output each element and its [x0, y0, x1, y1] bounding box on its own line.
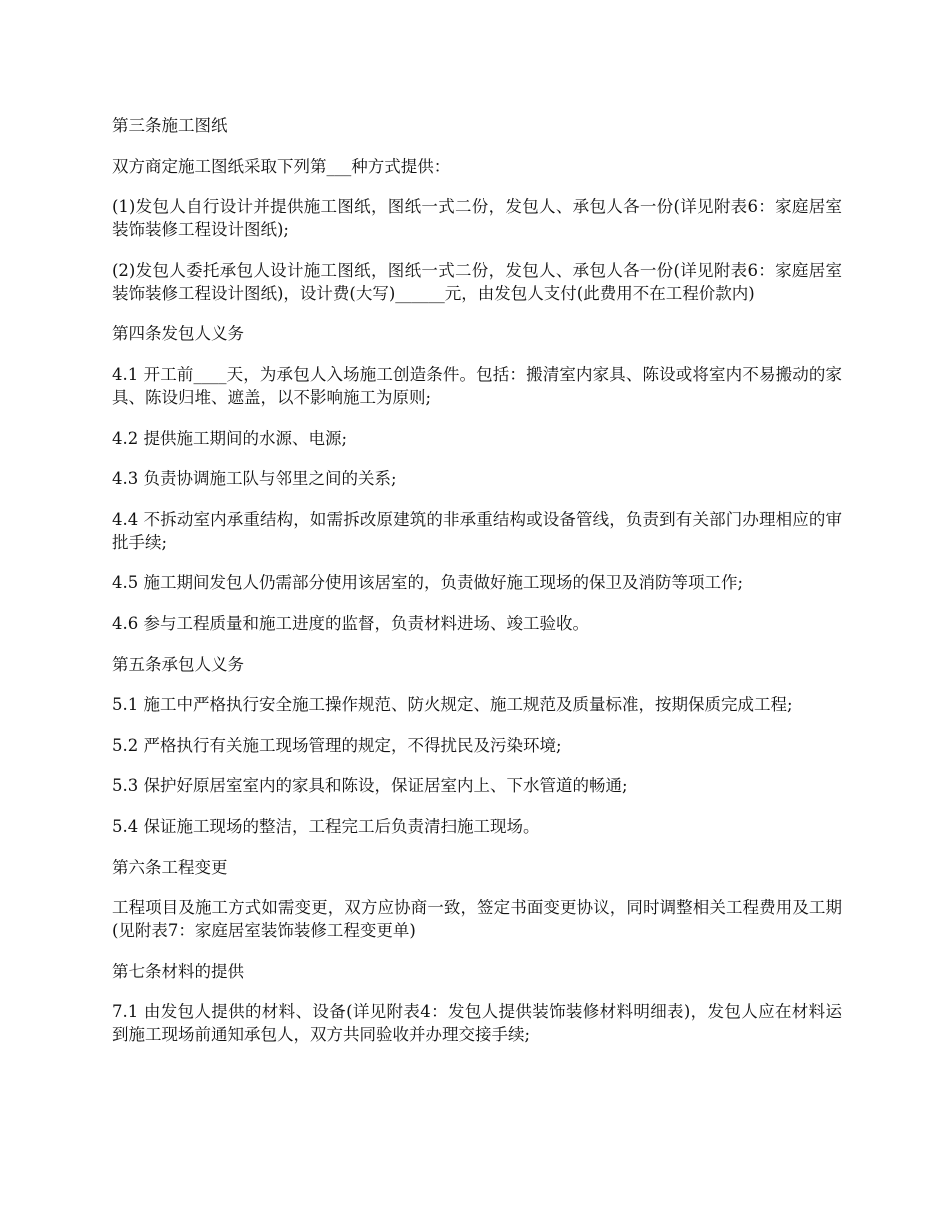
drawing-method-paragraph: 双方商定施工图纸采取下列第___种方式提供： [112, 156, 451, 176]
clause-7-1: 7.1 由发包人提供的材料、设备(详见附表4：发包人提供装饰装修材料明细表)，发包人应在材料运到施工现场前通知承包人，双方共同验收并办理交接手续; [112, 1002, 842, 1045]
clause-5-3: 5.3 保护好原居室室内的家具和陈设，保证居室内上、下水管道的畅通; [112, 776, 628, 796]
clause-4-4: 4.4 不拆动室内承重结构，如需拆改原建筑的非承重结构或设备管线，负责到有关部门办理相应的审批手续; [112, 509, 842, 552]
change-paragraph: 工程项目及施工方式如需变更，双方应协商一致，签定书面变更协议，同时调整相关工程费用及工期(见附表7：家庭居室装饰装修工程变更单) [112, 898, 842, 941]
article-4-heading: 第四条发包人义务 [112, 324, 244, 344]
article-7-heading: 第七条材料的提供 [112, 961, 244, 981]
drawing-option-1-paragraph: (1)发包人自行设计并提供施工图纸，图纸一式二份，发包人、承包人各一份(详见附表6：家庭居室装饰装修工程设计图纸); [112, 197, 842, 240]
clause-4-2: 4.2 提供施工期间的水源、电源; [112, 428, 348, 448]
clause-4-5: 4.5 施工期间发包人仍需部分使用该居室的，负责做好施工现场的保卫及消防等项工作; [112, 573, 744, 593]
article-5-heading: 第五条承包人义务 [112, 654, 244, 674]
clause-5-2: 5.2 严格执行有关施工现场管理的规定，不得扰民及污染环境; [112, 735, 562, 755]
clause-5-1: 5.1 施工中严格执行安全施工操作规范、防火规定、施工规范及质量标准，按期保质完成工程; [112, 695, 793, 715]
article-6-heading: 第六条工程变更 [112, 857, 228, 877]
document-body [112, 114, 842, 1064]
article-3-heading: 第三条施工图纸 [112, 116, 228, 135]
clause-4-1: 4.1 开工前____天，为承包人入场施工创造条件。包括：搬清室内家具、陈设或将室内不易搬动的家具、陈设归堆、遮盖，以不影响施工为原则; [112, 364, 842, 407]
clause-5-4: 5.4 保证施工现场的整洁，工程完工后负责清扫施工现场。 [112, 816, 540, 836]
clause-4-6: 4.6 参与工程质量和施工进度的监督，负责材料进场、竣工验收。 [112, 613, 589, 633]
drawing-option-2-paragraph: (2)发包人委托承包人设计施工图纸，图纸一式二份，发包人、承包人各一份(详见附表6：家庭居室装饰装修工程设计图纸)，设计费(大写)______元，由发包人支付(此费用不在工程价款内) [112, 260, 842, 303]
clause-4-3: 4.3 负责协调施工队与邻里之间的关系; [112, 469, 397, 489]
